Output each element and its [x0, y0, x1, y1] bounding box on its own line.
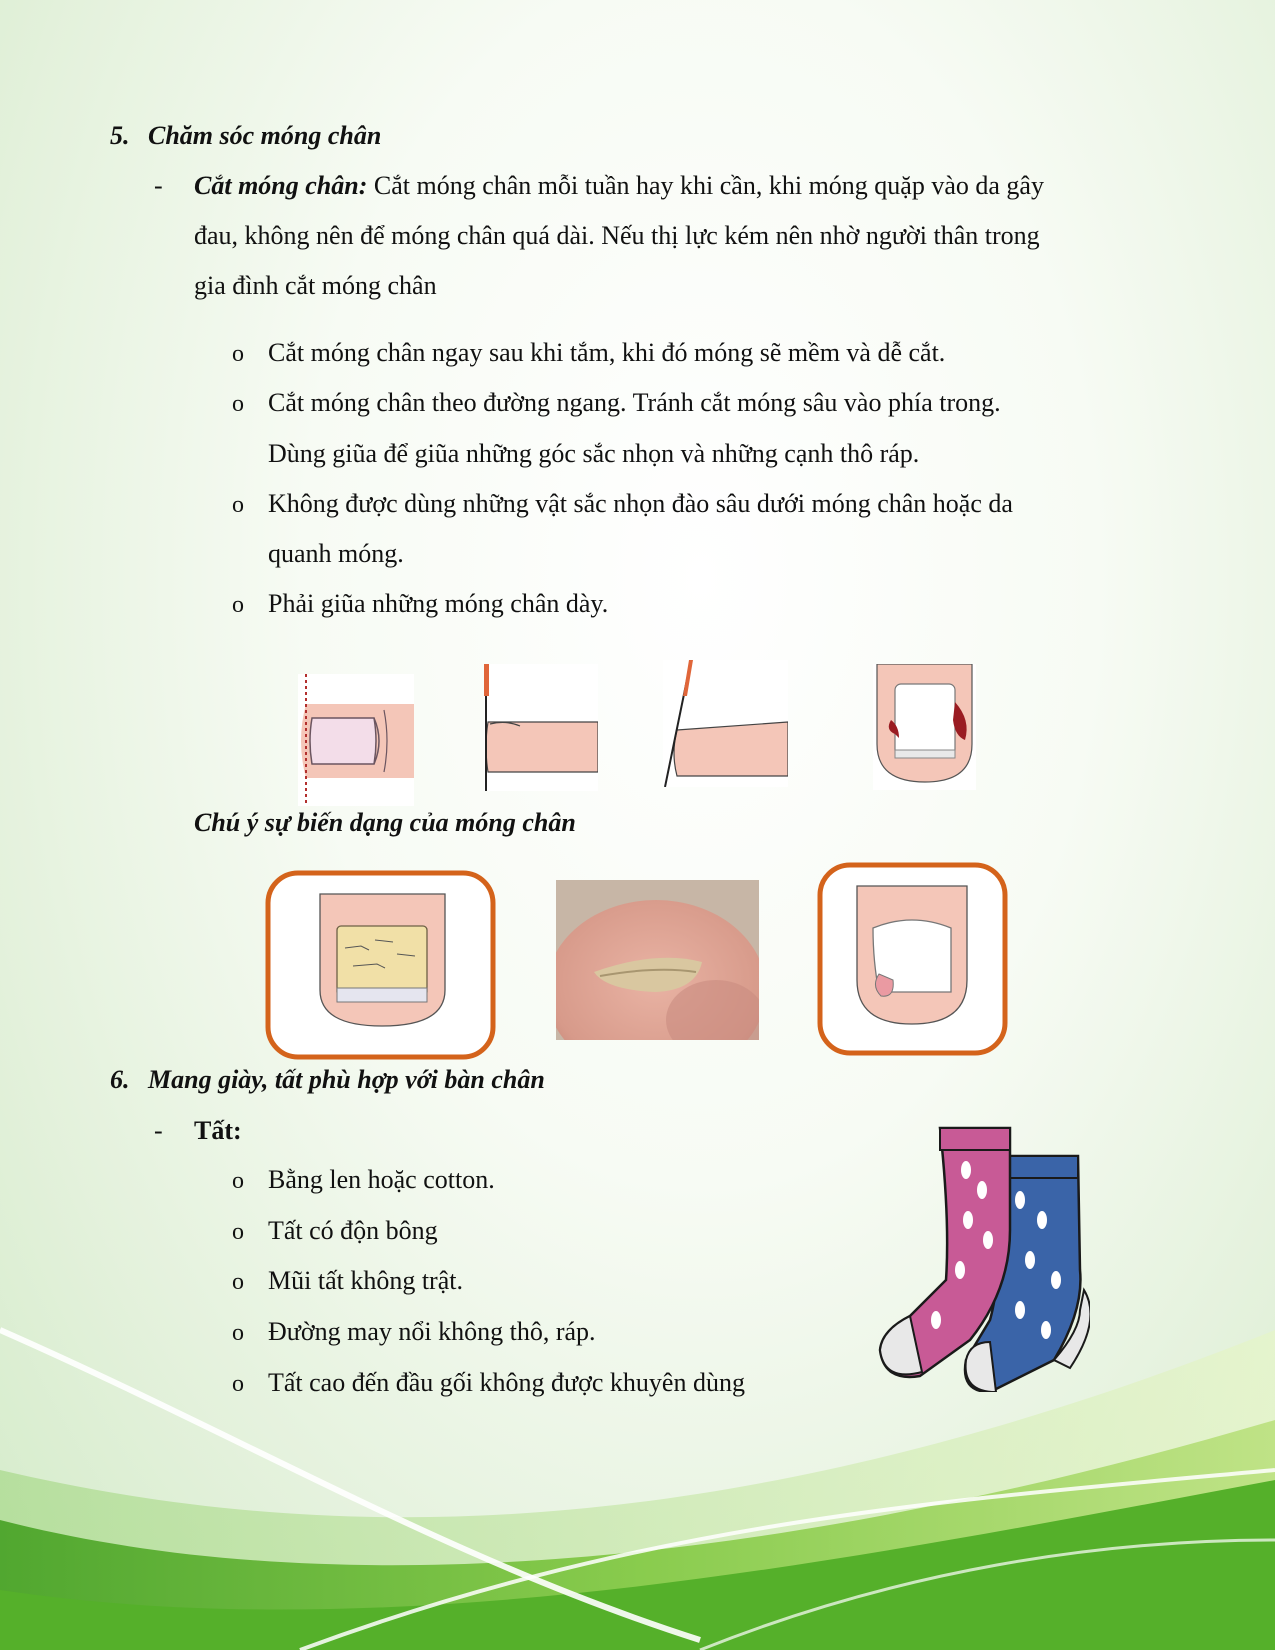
list-item-continuation: Dùng giũa để giũa những góc sắc nhọn và những cạnh thô ráp.: [268, 439, 920, 468]
section-6-title: Mang giày, tất phù hợp với bàn chân: [148, 1065, 545, 1094]
nail-cutting-label: Cắt móng chân:: [194, 171, 368, 200]
toe-side-view-straight-file-illustration: [484, 664, 598, 791]
bullet-marker: o: [232, 592, 244, 618]
nail-cutting-text-1: Cắt móng chân mỗi tuần hay khi cần, khi móng quặp vào da gây: [367, 171, 1044, 200]
ingrown-toenail-illustration: [817, 862, 1008, 1056]
nail-cutting-line-2: đau, không nên để móng chân quá dài. Nếu thị lực kém nên nhờ người thân trong: [194, 221, 1040, 250]
fungal-toenail-photo: [556, 880, 759, 1040]
section-6-number: 6.: [110, 1065, 130, 1094]
dash-marker: -: [154, 171, 163, 200]
bullet-marker: o: [232, 1371, 244, 1397]
ingrown-toenail-bleeding-illustration: [873, 664, 976, 790]
section-5-title: Chăm sóc móng chân: [148, 121, 382, 150]
bullet-marker: o: [232, 391, 244, 417]
dash-marker: -: [154, 1116, 163, 1145]
list-item: Phải giũa những móng chân dày.: [268, 589, 609, 618]
list-item: Cắt móng chân ngay sau khi tắm, khi đó móng sẽ mềm và dễ cắt.: [268, 338, 946, 367]
list-item: Không được dùng những vật sắc nhọn đào sâu dưới móng chân hoặc da: [268, 489, 1013, 518]
toe-nail-top-view-illustration: [298, 674, 414, 806]
list-item: Tất cao đến đầu gối không được khuyên dùng: [268, 1368, 745, 1397]
socks-label: Tất:: [194, 1116, 242, 1145]
list-item: Cắt móng chân theo đường ngang. Tránh cắt móng sâu vào phía trong.: [268, 388, 1001, 417]
bullet-marker: o: [232, 1219, 244, 1245]
list-item: Đường may nổi không thô, ráp.: [268, 1317, 596, 1346]
bullet-marker: o: [232, 1269, 244, 1295]
nail-cutting-line-1: [194, 171, 1044, 201]
bullet-marker: o: [232, 1320, 244, 1346]
list-item: Bằng len hoặc cotton.: [268, 1165, 495, 1194]
nail-cutting-line-3: gia đình cắt móng chân: [194, 271, 437, 300]
bullet-marker: o: [232, 492, 244, 518]
section-5-number: 5.: [110, 121, 130, 150]
bullet-marker: o: [232, 341, 244, 367]
list-item: Mũi tất không trật.: [268, 1266, 463, 1295]
thickened-toenail-illustration: [265, 870, 496, 1060]
deformity-caption: Chú ý sự biến dạng của móng chân: [194, 808, 576, 837]
socks-illustration: [870, 1120, 1090, 1392]
bullet-marker: o: [232, 1168, 244, 1194]
list-item: Tất có độn bông: [268, 1216, 438, 1245]
list-item-continuation: quanh móng.: [268, 539, 404, 568]
toe-side-view-angled-file-illustration: [663, 660, 788, 787]
